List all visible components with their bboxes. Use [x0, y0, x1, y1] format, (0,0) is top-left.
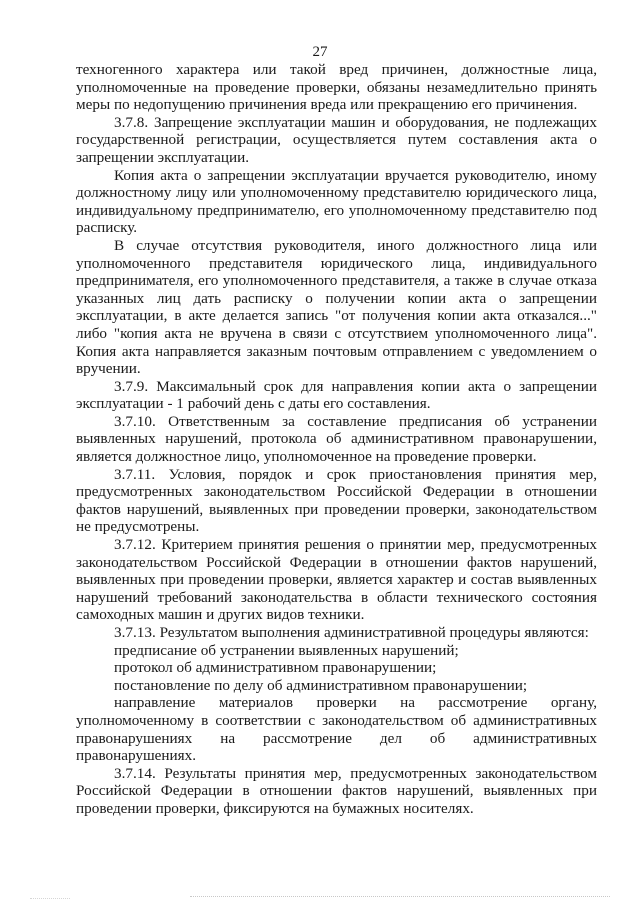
result-item-resolution: постановление по делу об административном правонарушении; — [114, 676, 528, 694]
paragraph-3-7-11: 3.7.11. Условия, порядок и срок приостановления принятия мер, предусмотренных законодательством Российской Федерации в отношении фактов нарушений, выявленных при проведении проверки, законодательством не предусмотрены. — [76, 465, 597, 536]
result-item-referral: направление материалов проверки на рассмотрение органу, уполномоченному в соответствии с законодательством об административных правонарушениях на рассмотрение дел об административных правонарушениях. — [76, 694, 597, 765]
scan-artifact-left — [30, 898, 70, 899]
paragraph-continuation: техногенного характера или такой вред причинен, должностные лица, уполномоченные на проведение проверки, обязаны незамедлительно принять меры по недопущению причинения вреда или прекращению его причинения. — [76, 61, 597, 114]
scan-artifact-bottom — [190, 896, 610, 897]
paragraph-3-7-8: 3.7.8. Запрещение эксплуатации машин и оборудования, не подлежащих государственной регистрации, осуществляется путем составления акта о запрещении эксплуатации. — [76, 113, 597, 166]
document-body — [76, 61, 597, 818]
paragraph-3-7-12: 3.7.12. Критерием принятия решения о принятии мер, предусмотренных законодательством Российской Федерации в отношении фактов нарушений, выявленных при проведении проверки, является характер и состав выявленных нарушений требований законодательства в области технического состояния самоходных машин и других видов техники. — [76, 536, 597, 624]
page-number: 27 — [312, 44, 328, 60]
result-item-protocol: протокол об административном правонарушении; — [114, 659, 437, 677]
paragraph-copy-delivery: Копия акта о запрещении эксплуатации вручается руководителю, иному должностному лицу или уполномоченному представителю юридического лица, индивидуальному предпринимателю, его уполномоченному представителю под расписку. — [76, 166, 597, 237]
paragraph-3-7-9: 3.7.9. Максимальный срок для направления копии акта о запрещении эксплуатации - 1 рабочий день с даты его составления. — [76, 377, 597, 413]
result-item-prescription: предписание об устранении выявленных нарушений; — [114, 641, 459, 659]
paragraph-absence-case: В случае отсутствия руководителя, иного должностного лица или уполномоченного представителя юридического лица, индивидуального предпринимателя, его уполномоченного представителя, а также в случае отказа указанных лиц дать расписку о получении копии акта о запрещении эксплуатации, в акте делается запись "от получения копии акта отказался..." либо "копия акта не вручена в связи с отсутствием уполномоченного лица". Копия акта направляется заказным почтовым отправлением с уведомлением о вручении. — [76, 236, 597, 378]
paragraph-3-7-14: 3.7.14. Результаты принятия мер, предусмотренных законодательством Российской Федерации в отношении фактов нарушений, выявленных при проведении проверки, фиксируются на бумажных носителях. — [76, 764, 597, 817]
paragraph-3-7-10: 3.7.10. Ответственным за составление предписания об устранении выявленных нарушений, протокола об административном правонарушении, является должностное лицо, уполномоченное на проведение проверки. — [76, 412, 597, 466]
paragraph-3-7-13: 3.7.13. Результатом выполнения административной процедуры являются: — [114, 624, 589, 641]
